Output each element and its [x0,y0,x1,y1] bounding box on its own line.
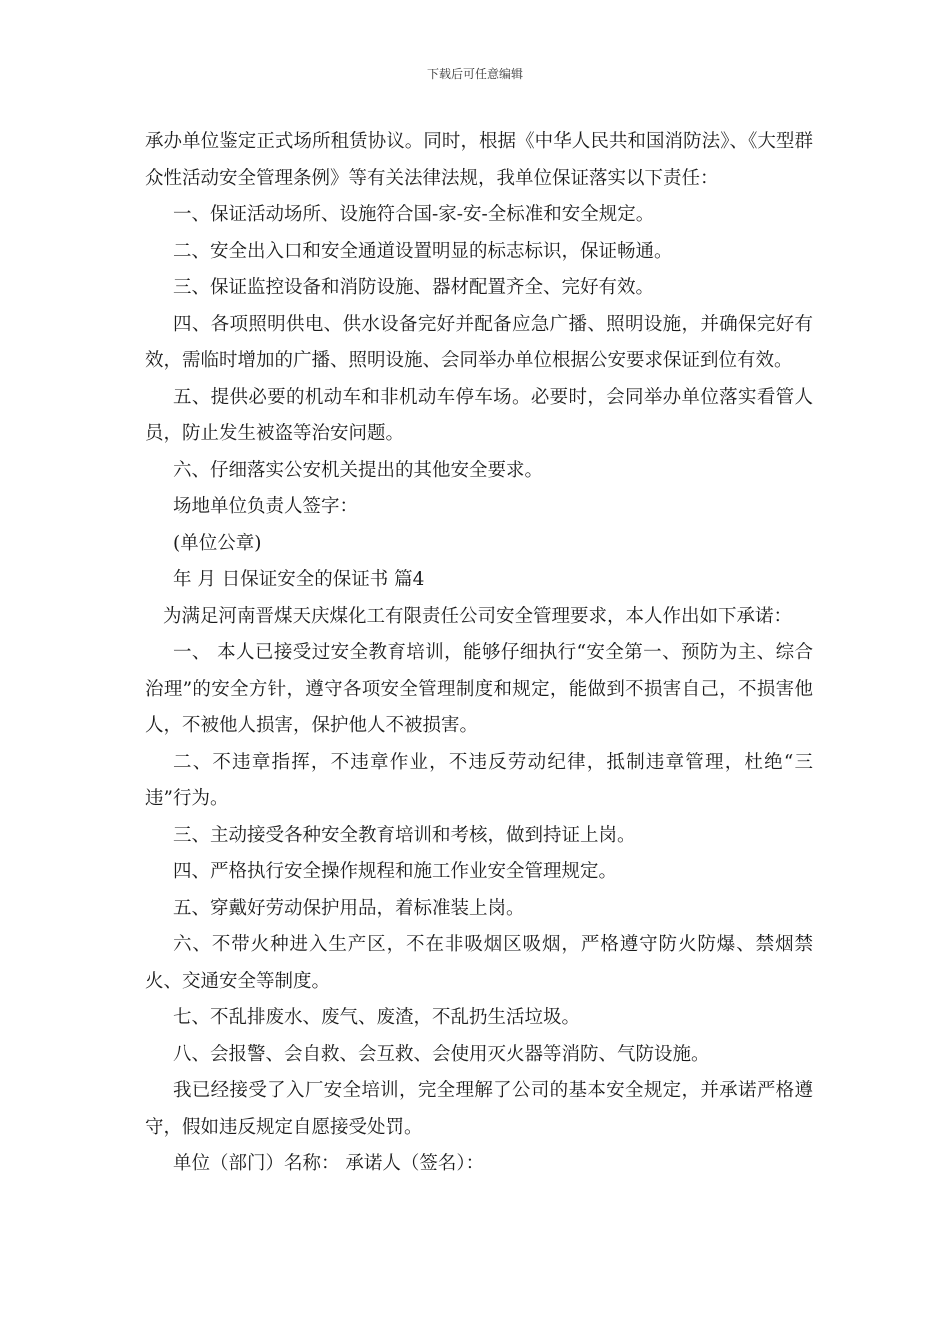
document-body [145,124,813,1183]
paragraph-item-5: 五、提供必要的机动车和非机动车停车场。必要时，会同举办单位落实看管人员，防止发生被盗等治安问题。 [145,386,813,444]
commitment-item-6: 六、不带火种进入生产区，不在非吸烟区吸烟，严格遵守防火防爆、禁烟禁火、交通安全等制度。 [145,934,813,992]
official-seal-line: (单位公章) [173,532,262,554]
commitment-item-3: 三、主动接受各种安全教育培训和考核，做到持证上岗。 [173,824,636,846]
paragraph-item-2: 二、安全出入口和安全通道设置明显的标志标识，保证畅通。 [173,240,673,262]
commitment-item-2: 二、不违章指挥，不违章作业，不违反劳动纪律，抵制违章管理，杜绝“三违”行为。 [145,751,813,809]
paragraph-item-4: 四、各项照明供电、供水设备完好并配备应急广播、照明设施，并确保完好有效，需临时增加的广播、照明设施、会同举办单位根据公安要求保证到位有效。 [145,313,813,371]
paragraph-item-6: 六、仔细落实公安机关提出的其他安全要求。 [173,459,544,481]
commitment-intro: 为满足河南晋煤天庆煤化工有限责任公司安全管理要求，本人作出如下承诺： [163,605,793,627]
department-signature-line: 单位（部门）名称： 承诺人（签名）： [173,1153,485,1174]
paragraph-item-1: 一、保证活动场所、设施符合国-家-安-全标准和安全规定。 [173,204,655,225]
commitment-item-1: 一、 本人已接受过安全教育培训，能够仔细执行“安全第一、预防为主、综合治理”的安全方针，遵守各项安全管理制度和规定，能做到不损害自己，不损害他人，不被他人损害，保护他人不被损害。 [145,642,813,736]
commitment-item-4: 四、严格执行安全操作规程和施工作业安全管理规定。 [173,861,618,882]
paragraph-item-3: 三、保证监控设备和消防设施、器材配置齐全、完好有效。 [173,277,655,298]
page-header-note: 下载后可任意编辑 [426,67,523,81]
commitment-item-5: 五、穿戴好劳动保护用品，着标准装上岗。 [173,897,525,919]
signature-line: 场地单位负责人签字： [173,496,359,517]
commitment-item-8: 八、会报警、会自救、会互救、会使用灭火器等消防、气防设施。 [173,1043,710,1065]
paragraph-intro: 承办单位鉴定正式场所租赁协议。同时，根据《中华人民共和国消防法》、《大型群众性活动安全管理条例》等有关法律法规，我单位保证落实以下责任： [145,131,813,189]
commitment-item-7: 七、不乱排废水、废气、废渣，不乱扔生活垃圾。 [173,1007,581,1028]
commitment-acknowledgement: 我已经接受了入厂安全培训，完全理解了公司的基本安全规定，并承诺严格遵守，假如违反规定自愿接受处罚。 [145,1080,813,1138]
section-heading: 年 月 日保证安全的保证书 篇4 [173,569,425,590]
